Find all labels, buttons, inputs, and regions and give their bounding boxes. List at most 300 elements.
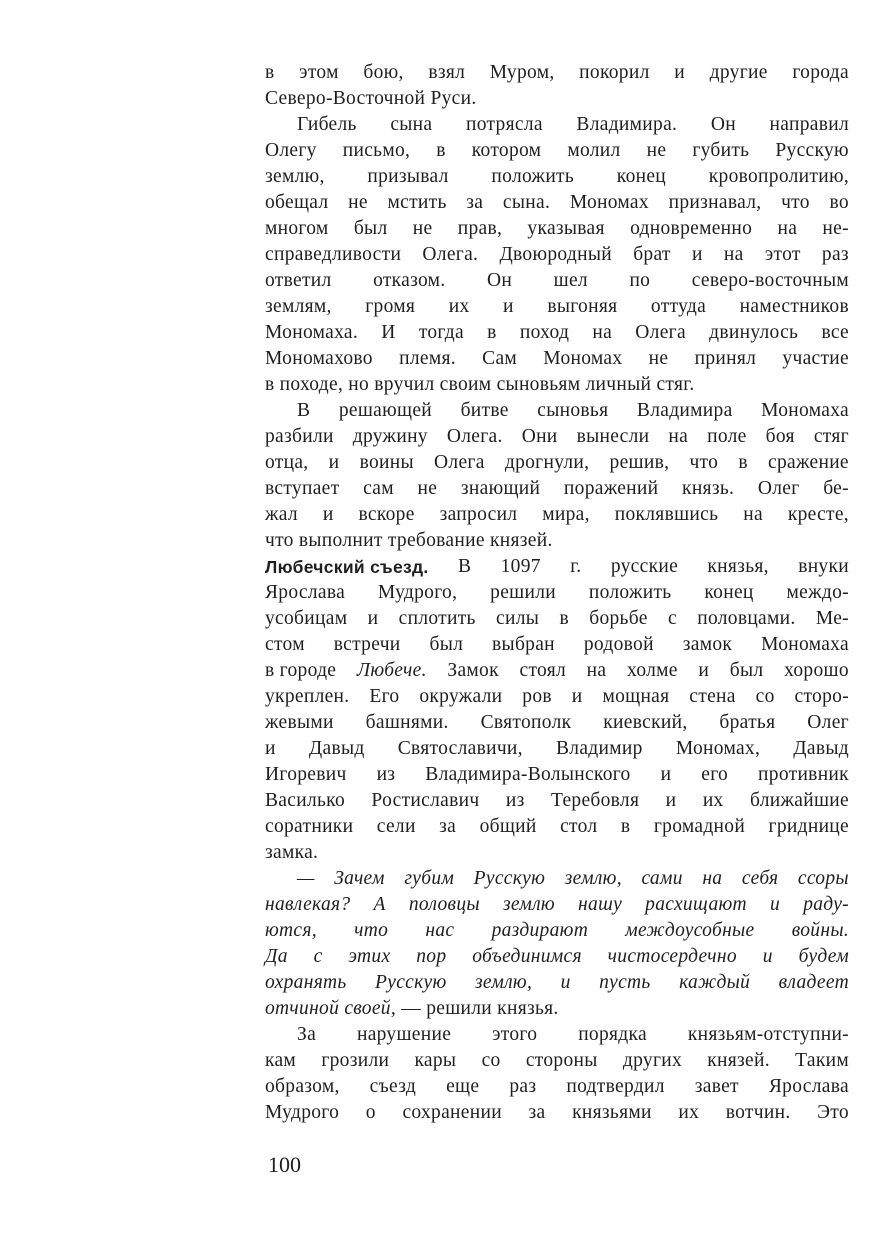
word: Гибель [297, 114, 357, 135]
para-line [265, 294, 849, 320]
word: противник [758, 764, 849, 785]
word: князьям-отступни- [687, 1024, 849, 1045]
word: Любечский съезд. [265, 557, 429, 577]
word: Святославичи, [397, 738, 523, 759]
word: Олега [434, 452, 485, 473]
word: и [665, 790, 677, 811]
word: сели [376, 816, 416, 837]
word: отца, [265, 452, 309, 473]
word: и [503, 296, 514, 317]
word: и [762, 946, 773, 967]
word: разбили [265, 426, 334, 447]
word: решили [490, 582, 556, 603]
word: сплотить [398, 608, 476, 629]
word: раду- [803, 894, 849, 915]
word: поклявшись [614, 504, 719, 525]
word: раз [509, 1076, 537, 1097]
section-line [265, 762, 849, 788]
word: Он [710, 114, 736, 135]
word: воины [359, 452, 414, 473]
word: Мономах [569, 192, 649, 213]
section-line [265, 788, 849, 814]
word: сохранении [402, 1102, 502, 1123]
word: Владимира [636, 400, 733, 421]
quote-line [265, 970, 849, 996]
word: на [723, 244, 744, 265]
word: принял [694, 348, 757, 369]
word: других [622, 1050, 683, 1071]
word: дрогнули, [504, 452, 590, 473]
word: укреплен. [265, 686, 350, 707]
para-line [265, 60, 849, 86]
word: молил [567, 140, 621, 161]
word: киевский, [603, 712, 688, 733]
word: этот [764, 244, 801, 265]
quote-line [265, 866, 849, 892]
word: кресте, [787, 504, 849, 525]
word: со [755, 686, 775, 707]
word: из [376, 764, 396, 785]
word: двинулось [709, 322, 799, 343]
para-line [265, 450, 849, 476]
word: их [448, 296, 470, 317]
word: обещал [265, 192, 329, 213]
section-line [265, 710, 849, 736]
word: не [646, 140, 667, 161]
word: съезд [369, 1076, 417, 1097]
word: и [265, 738, 276, 759]
word: князья, [707, 556, 769, 577]
word: себя [741, 868, 779, 889]
word: с [667, 608, 677, 629]
word: кам [265, 1050, 297, 1071]
word: окружали [419, 686, 503, 707]
word: стороны [525, 1050, 598, 1071]
word: каждый [679, 972, 751, 993]
word: вынесли [576, 426, 650, 447]
word: — [297, 868, 315, 889]
word: Муром, [489, 62, 555, 83]
word: Святополк [480, 712, 572, 733]
word: громя [365, 296, 416, 317]
word: многом [265, 218, 329, 239]
word: Мономахово [265, 348, 373, 369]
word: все [821, 322, 849, 343]
word: и [660, 764, 672, 785]
word: знающий [460, 478, 541, 499]
word: из [505, 790, 525, 811]
word: вступает [265, 478, 340, 499]
word: борьбе [589, 608, 648, 629]
word: Василько [265, 790, 346, 811]
word: А [373, 894, 386, 915]
word: завет [694, 1076, 739, 1097]
word: Ярослава [265, 582, 346, 603]
word: и [571, 686, 583, 707]
word: в [265, 62, 275, 83]
section-line [265, 580, 849, 606]
word: котором [471, 140, 542, 161]
word: Русскую [775, 140, 849, 161]
word: башнями. [365, 712, 449, 733]
section-line [265, 658, 849, 684]
word: сам [363, 478, 394, 499]
word: на [592, 322, 613, 343]
word: кровопролитию, [708, 166, 849, 187]
word: Таким [795, 1050, 849, 1071]
para-line [265, 320, 849, 346]
word: был [429, 634, 464, 655]
word: стол [560, 816, 598, 837]
word: решили князья. [426, 998, 559, 1019]
word: губим [404, 868, 455, 889]
word: Замок [447, 660, 499, 681]
word: Олега [635, 322, 686, 343]
para-line [265, 1100, 849, 1126]
word: родовой [583, 634, 654, 655]
word: справедливости [265, 244, 402, 265]
word: покорил [579, 62, 650, 83]
word: мощная [602, 686, 670, 707]
word: князьями [572, 1102, 652, 1123]
word: что [354, 920, 389, 941]
word: землю, [564, 868, 622, 889]
word: за [466, 192, 484, 213]
word: поле [707, 426, 747, 447]
word: Любече. [356, 660, 427, 681]
word: во [829, 192, 849, 213]
word: на [777, 218, 798, 239]
word: и [691, 244, 703, 265]
page-body [265, 60, 849, 1126]
word: расхищают [645, 894, 747, 915]
word: сыновья [537, 400, 609, 421]
para-line [265, 216, 849, 242]
word: Олега. [422, 244, 479, 265]
word: сражение [768, 452, 849, 473]
word: холме [627, 660, 678, 681]
word: не- [822, 218, 849, 239]
word: и [560, 972, 571, 993]
word: междоусобные [625, 920, 755, 941]
quote-line [265, 996, 849, 1022]
word: стяг [813, 426, 849, 447]
word: Мономаха. [265, 322, 359, 343]
word: решив, [609, 452, 670, 473]
word: жал [265, 504, 298, 525]
word: не [348, 192, 368, 213]
word: охранять [265, 972, 347, 993]
word: участие [782, 348, 849, 369]
word: брат [633, 244, 671, 265]
section-line [265, 684, 849, 710]
section-line [265, 606, 849, 632]
word: выгоняя [547, 296, 618, 317]
word: сторо- [794, 686, 849, 707]
word: в [487, 322, 497, 343]
word: еще [446, 1076, 480, 1097]
word: владеет [778, 972, 849, 993]
word: половцами. [697, 608, 796, 629]
word: соратники [265, 816, 354, 837]
word: отказом. [373, 270, 446, 291]
word: общий [479, 816, 537, 837]
word: Ростиславич [371, 790, 480, 811]
word: Мудрого, [377, 582, 458, 603]
word: Это [817, 1102, 849, 1123]
word: жевыми [265, 712, 334, 733]
para-line [265, 346, 849, 372]
word: — [401, 998, 427, 1019]
para-line [265, 268, 849, 294]
word: Сам [482, 348, 518, 369]
section-line [265, 554, 849, 580]
section-line [265, 736, 849, 762]
word: Мономаха [761, 634, 849, 655]
word: нас [425, 920, 455, 941]
word: Он [487, 270, 513, 291]
word: не [648, 348, 669, 369]
word: русские [610, 556, 679, 577]
page-number: 100 [268, 1152, 301, 1177]
word: Русскую [473, 868, 546, 889]
word: ответил [265, 270, 332, 291]
word: грозили [321, 1050, 390, 1071]
word: Олега. [446, 426, 503, 447]
word: встречи [333, 634, 401, 655]
word: порядка [578, 1024, 647, 1045]
word: образом, [265, 1076, 340, 1097]
word: замка. [265, 842, 319, 863]
word: положить [588, 582, 672, 603]
word: направил [769, 114, 849, 135]
para-line [265, 112, 849, 138]
word: Давыд [793, 738, 849, 759]
word: половцы [408, 894, 480, 915]
word: и [367, 608, 379, 629]
word: Олегу [265, 140, 317, 161]
word: северо-восточным [691, 270, 849, 291]
word: усобицам [265, 608, 348, 629]
para-line [265, 372, 849, 398]
word: и [770, 894, 781, 915]
quote-line [265, 892, 849, 918]
word: Ярослава [768, 1076, 849, 1097]
word: Мономах [543, 348, 623, 369]
word: ются, [265, 920, 317, 941]
word: по [629, 270, 651, 291]
word: отчиной своей, [265, 998, 402, 1019]
word: другие [709, 62, 768, 83]
word: сами [641, 868, 683, 889]
word: этих [348, 946, 391, 967]
word: стом [265, 634, 305, 655]
word: взял [428, 62, 466, 83]
word: что [781, 192, 810, 213]
word: признавал, [668, 192, 762, 213]
word: в [436, 140, 446, 161]
word: и [698, 660, 710, 681]
word: был [729, 660, 764, 681]
word: их [678, 1102, 700, 1123]
word: Да [265, 946, 288, 967]
word: И [381, 322, 396, 343]
word: ближайшие [750, 790, 849, 811]
word: Олег [807, 712, 849, 733]
word: Русскую [375, 972, 447, 993]
para-line [265, 502, 849, 528]
word: Владимира-Волынского [425, 764, 631, 785]
para-line [265, 1022, 849, 1048]
word: мира, [542, 504, 590, 525]
word: стоял [519, 660, 567, 681]
word: Мудрого [265, 1102, 340, 1123]
word: Владимир [556, 738, 643, 759]
word: прав, [457, 218, 503, 239]
word: шел [553, 270, 588, 291]
word: вскоре [358, 504, 415, 525]
word: боя [765, 426, 795, 447]
word: на [586, 660, 607, 681]
word: войны. [791, 920, 849, 941]
word: наместников [739, 296, 849, 317]
word: хорошо [784, 660, 849, 681]
word: дружину [352, 426, 428, 447]
para-line [265, 398, 849, 424]
word: и [328, 452, 340, 473]
word: поражений [563, 478, 659, 499]
section-line [265, 632, 849, 658]
word: вотчин. [725, 1102, 791, 1123]
word: бою, [363, 62, 404, 83]
word: одновременно [630, 218, 753, 239]
word: Игоревич [265, 764, 347, 785]
word: пор [416, 946, 447, 967]
word: мстить [387, 192, 447, 213]
word: подтвердил [566, 1076, 665, 1097]
para-line [265, 424, 849, 450]
word: замок [682, 634, 733, 655]
word: указывая [527, 218, 605, 239]
word: на [743, 504, 763, 525]
para-line [265, 476, 849, 502]
word: этого [492, 1024, 538, 1045]
word: князь. [682, 478, 735, 499]
word: 1097 [500, 556, 541, 577]
word: на [702, 868, 723, 889]
word: и [322, 504, 334, 525]
word: Олег [757, 478, 800, 499]
word: битве [460, 400, 509, 421]
word: князей. [707, 1050, 770, 1071]
word: на [668, 426, 689, 447]
word: Владимира. [576, 114, 678, 135]
word: поход [519, 322, 570, 343]
word: что выполнит требование князей. [265, 530, 553, 551]
word: города [792, 62, 849, 83]
word: внуки [798, 556, 849, 577]
word: Теребовля [550, 790, 640, 811]
word: выбран [492, 634, 555, 655]
word: нашу [578, 894, 623, 915]
word: г. [570, 556, 582, 577]
para-line [265, 86, 849, 112]
word: Мономах, [675, 738, 761, 759]
word: в [620, 816, 631, 837]
word: с [313, 946, 323, 967]
word: за [439, 816, 457, 837]
word: чистосердечно [607, 946, 737, 967]
word: землю, [265, 166, 325, 187]
word: Двоюродный [499, 244, 612, 265]
word: Зачем [334, 868, 385, 889]
word: нарушение [356, 1024, 452, 1045]
word: За [297, 1024, 317, 1045]
word: за [528, 1102, 546, 1123]
word: со [481, 1050, 501, 1071]
quote-line [265, 918, 849, 944]
word: Они [521, 426, 558, 447]
word: решающей [338, 400, 433, 421]
word: сына. [502, 192, 551, 213]
word: что [689, 452, 719, 473]
word: громадной [653, 816, 746, 837]
word: его [701, 764, 729, 785]
word: стена [689, 686, 736, 707]
word: в городе [265, 660, 337, 681]
word: Ме- [815, 608, 849, 629]
para-line [265, 1074, 849, 1100]
word: Его [369, 686, 400, 707]
para-line [265, 138, 849, 164]
word: В [297, 400, 311, 421]
word: в [738, 452, 748, 473]
para-line [265, 528, 849, 554]
word: силы [496, 608, 540, 629]
word: призывал [367, 166, 449, 187]
word: братья [719, 712, 776, 733]
word: и [674, 62, 685, 83]
word: гриднице [768, 816, 849, 837]
word: пусть [599, 972, 651, 993]
word: междо- [786, 582, 849, 603]
section-line [265, 840, 849, 866]
word: навлекая? [265, 894, 351, 915]
para-line [265, 164, 849, 190]
word: запросил [439, 504, 518, 525]
word: конец [616, 166, 667, 187]
word: потрясла [465, 114, 543, 135]
quote-line [265, 944, 849, 970]
word: в [559, 608, 569, 629]
word: Северо-Восточной Руси. [265, 88, 477, 109]
word: ров [522, 686, 552, 707]
word: в походе, но вручил своим сыновьям личный стяг. [265, 374, 695, 395]
word: племя. [399, 348, 456, 369]
word: письмо, [342, 140, 411, 161]
word: В [457, 556, 472, 577]
word: тогда [418, 322, 464, 343]
word: положить [491, 166, 575, 187]
word: оттуда [650, 296, 707, 317]
word: конец [704, 582, 754, 603]
word: землям, [265, 296, 332, 317]
word: не [412, 218, 433, 239]
para-line [265, 190, 849, 216]
word: землю, [475, 972, 533, 993]
para-line [265, 242, 849, 268]
word: раз [821, 244, 849, 265]
